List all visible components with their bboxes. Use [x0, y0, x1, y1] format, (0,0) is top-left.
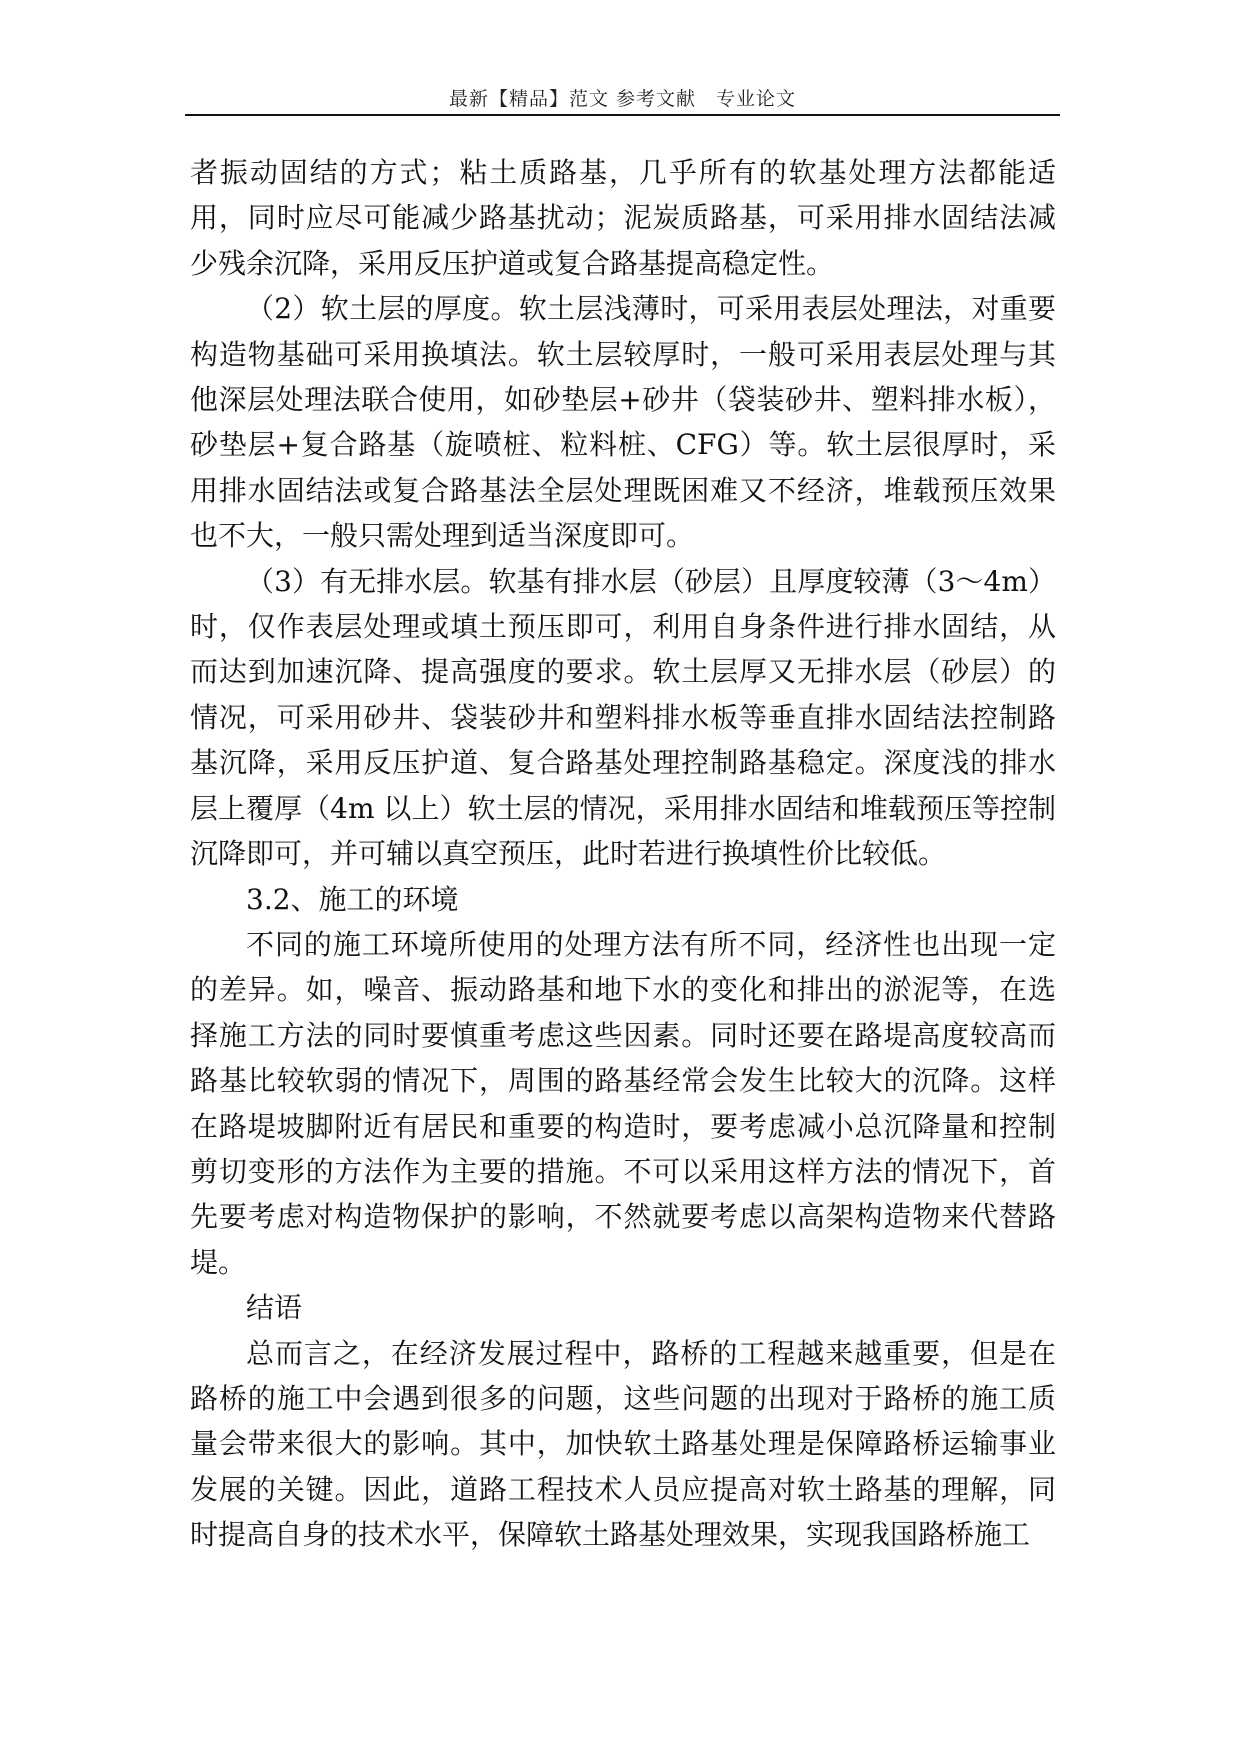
- paragraph-soft-soil-thickness: （2）软土层的厚度。软土层浅薄时，可采用表层处理法，对重要构造物基础可采用换填法。软土层较厚时，一般可采用表层处理与其他深层处理法联合使用，如砂垫层+砂井（袋装砂井、塑料排水板），砂垫层+复合路基（旋喷桩、粒料桩、CFG）等。软土层很厚时，采用排水固结法或复合路基法全层处理既困难又不经济，堆载预压效果也不大，一般只需处理到适当深度即可。: [190, 292, 1056, 553]
- paragraph-conclusion: 总而言之，在经济发展过程中，路桥的工程越来越重要，但是在路桥的施工中会遇到很多的问题，这些问题的出现对于路桥的施工质量会带来很大的影响。其中，加快软土路基处理是保障路桥运输事业发展的关键。因此，道路工程技术人员应提高对软土路基的理解，同时提高自身的技术水平，保障软土路基处理效果，实现我国路桥施工: [190, 1336, 1056, 1552]
- document-body: [190, 150, 1056, 1558]
- paragraph-continuation: 者振动固结的方式；粘土质路基，几乎所有的软基处理方法都能适用，同时应尽可能减少路基扰动；泥炭质路基，可采用排水固结法减少残余沉降，采用反压护道或复合路基提高稳定性。: [190, 156, 1056, 280]
- paragraph-construction-environment: 不同的施工环境所使用的处理方法有所不同，经济性也出现一定的差异。如，噪音、振动路基和地下水的变化和排出的淤泥等，在选择施工方法的同时要慎重考虑这些因素。同时还要在路堤高度较高而路基比较软弱的情况下，周围的路基经常会发生比较大的沉降。这样在路堤坡脚附近有居民和重要的构造时，要考虑减小总沉降量和控制剪切变形的方法作为主要的措施。不可以采用这样方法的情况下，首先要考虑对构造物保护的影响，不然就要考虑以高架构造物来代替路堤。: [190, 927, 1056, 1279]
- page-header: 最新【精品】范文 参考文献 专业论文: [448, 88, 797, 110]
- section-heading-conclusion: 结语: [246, 1291, 303, 1325]
- paragraph-drainage-layer: （3）有无排水层。软基有排水层（砂层）且厚度较薄（3～4m）时，仅作表层处理或填土预压即可，利用自身条件进行排水固结，从而达到加速沉降、提高强度的要求。软土层厚又无排水层（砂层）的情况，可采用砂井、袋装砂井和塑料排水板等垂直排水固结法控制路基沉降，采用反压护道、复合路基处理控制路基稳定。深度浅的排水层上覆厚（4m 以上）软土层的情况，采用排水固结和堆载预压等控制沉降即可，并可辅以真空预压，此时若进行换填性价比较低。: [190, 564, 1056, 871]
- header-divider: [185, 114, 1060, 116]
- section-heading-construction-environment: 3.2、施工的环境: [246, 882, 459, 916]
